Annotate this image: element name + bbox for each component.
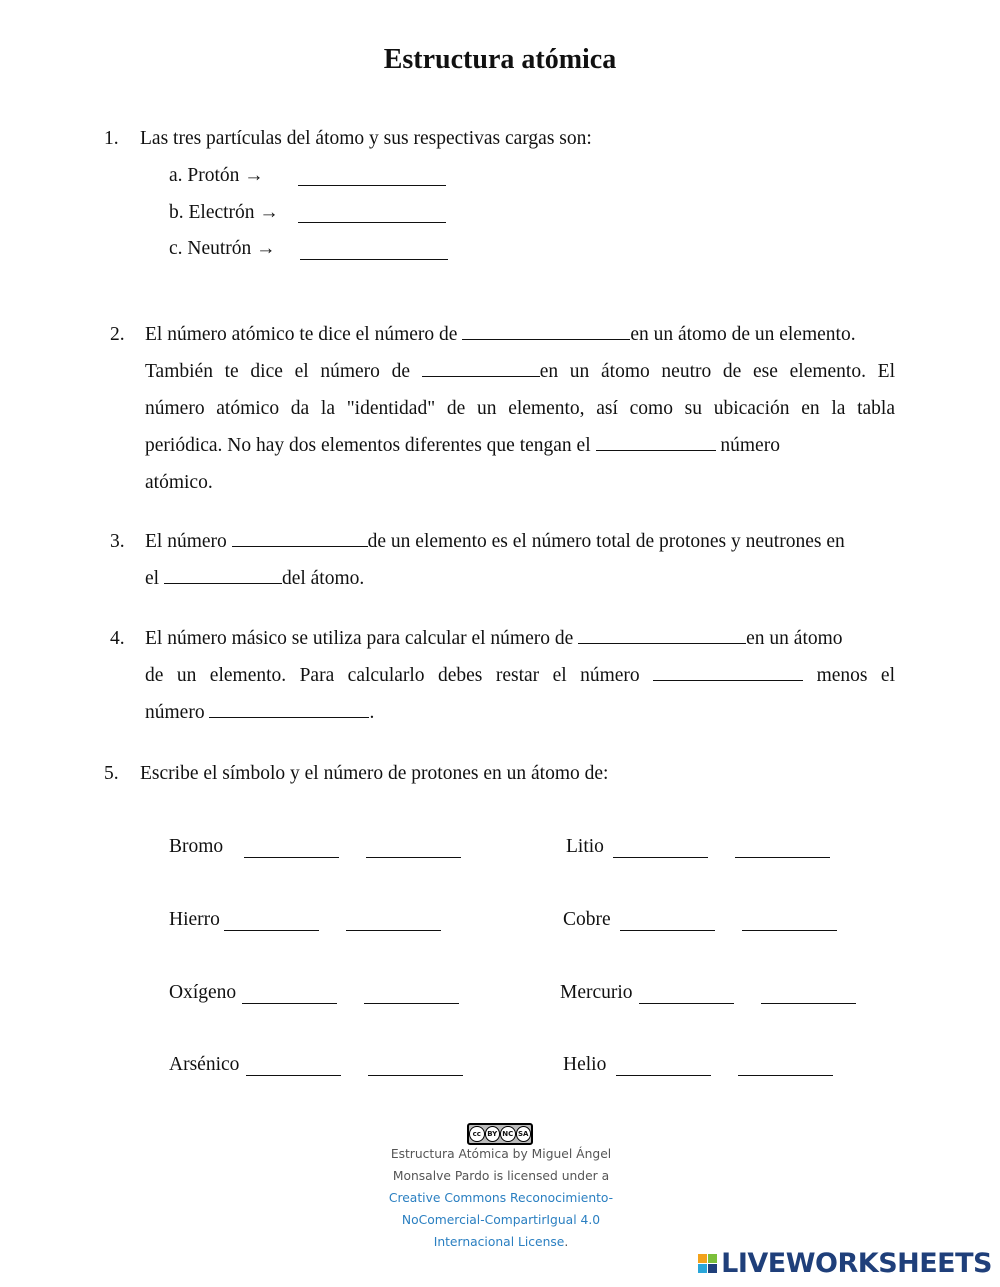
element-label-bromo: Bromo bbox=[169, 836, 224, 857]
element-row bbox=[560, 982, 633, 1004]
license-link[interactable]: Creative Commons Reconocimiento- bbox=[388, 1191, 614, 1205]
q4-blank-2[interactable] bbox=[653, 663, 803, 681]
q4-blank-3[interactable] bbox=[209, 700, 369, 718]
license-footer bbox=[380, 1143, 622, 1253]
q3-text: del átomo. bbox=[281, 568, 365, 589]
license-text: . bbox=[564, 1235, 569, 1249]
oxigeno-protons-blank[interactable] bbox=[364, 986, 459, 1004]
element-label-oxigeno: Oxígeno bbox=[169, 982, 237, 1003]
cc-icon: cc bbox=[469, 1126, 485, 1142]
cobre-symbol-blank[interactable] bbox=[620, 913, 715, 931]
q4-paragraph bbox=[145, 620, 895, 731]
q4-number: 4. bbox=[110, 628, 125, 649]
oxigeno-symbol-blank[interactable] bbox=[242, 986, 337, 1004]
mercurio-protons-blank[interactable] bbox=[761, 986, 856, 1004]
q3-blank-1[interactable] bbox=[232, 529, 368, 547]
helio-protons-blank[interactable] bbox=[738, 1058, 833, 1076]
element-label-cobre: Cobre bbox=[563, 909, 611, 930]
q1-item-proton: a. Protón → bbox=[169, 165, 264, 186]
q1-text: Las tres partículas del átomo y sus respectivas cargas son: bbox=[140, 128, 592, 149]
q2-text: periódica. No hay dos elementos diferentes que tengan el bbox=[145, 435, 596, 456]
q4-text: . bbox=[369, 702, 375, 723]
q2-number: 2. bbox=[110, 324, 125, 345]
q1-item-electron: b. Electrón → bbox=[169, 202, 279, 223]
litio-symbol-blank[interactable] bbox=[613, 840, 708, 858]
q4-text: en un átomo bbox=[746, 628, 843, 649]
q3-text: el bbox=[145, 568, 164, 589]
q2-text: También te dice el número de bbox=[145, 361, 422, 382]
cc-license-icon bbox=[467, 1123, 533, 1145]
q1-number: 1. bbox=[104, 128, 119, 149]
q3-blank-2[interactable] bbox=[164, 566, 282, 584]
page-title: Estructura atómica bbox=[383, 44, 617, 75]
q2-text: en un átomo neutro de ese elemento. El bbox=[539, 361, 895, 382]
element-label-hierro: Hierro bbox=[169, 909, 220, 930]
element-row bbox=[566, 836, 604, 858]
helio-symbol-blank[interactable] bbox=[616, 1058, 711, 1076]
hierro-protons-blank[interactable] bbox=[346, 913, 441, 931]
arsenico-symbol-blank[interactable] bbox=[246, 1058, 341, 1076]
q1-answer-proton[interactable] bbox=[298, 168, 446, 186]
element-row bbox=[169, 909, 220, 931]
q2-blank-2[interactable] bbox=[422, 359, 540, 377]
q1-item-neutron: c. Neutrón → bbox=[169, 238, 276, 259]
by-icon: BY bbox=[485, 1126, 501, 1142]
q3-paragraph bbox=[145, 523, 895, 597]
q4-text: número bbox=[145, 702, 210, 723]
q2-text: número atómico da la "identidad" de un elemento, así como su ubicación en la tabla bbox=[145, 398, 895, 419]
hierro-symbol-blank[interactable] bbox=[224, 913, 319, 931]
q2-paragraph bbox=[145, 316, 895, 501]
element-row bbox=[169, 1054, 239, 1076]
bromo-symbol-blank[interactable] bbox=[244, 840, 339, 858]
q2-text: número bbox=[715, 435, 780, 456]
q4-text: de un elemento. Para calcularlo debes restar el número bbox=[145, 665, 654, 686]
q2-text: atómico. bbox=[145, 472, 213, 493]
element-label-helio: Helio bbox=[563, 1054, 607, 1075]
mercurio-symbol-blank[interactable] bbox=[639, 986, 734, 1004]
license-link[interactable]: NoComercial-CompartirIgual 4.0 bbox=[401, 1213, 601, 1227]
q1-answer-neutron[interactable] bbox=[300, 242, 448, 260]
license-link[interactable]: Internacional License bbox=[433, 1235, 565, 1249]
liveworksheets-logo[interactable] bbox=[698, 1248, 992, 1279]
q4-text: El número másico se utiliza para calcular el número de bbox=[145, 628, 579, 649]
bromo-protons-blank[interactable] bbox=[366, 840, 461, 858]
element-row bbox=[563, 1054, 606, 1076]
q1-answer-electron[interactable] bbox=[298, 205, 446, 223]
q3-number: 3. bbox=[110, 531, 125, 552]
q2-blank-1[interactable] bbox=[462, 322, 630, 340]
q2-blank-3[interactable] bbox=[596, 433, 716, 451]
q5-number: 5. bbox=[104, 763, 119, 784]
q2-text: en un átomo de un elemento. bbox=[630, 324, 856, 345]
license-text: Estructura Atómica by Miguel Ángel bbox=[390, 1147, 612, 1161]
q3-text: El número bbox=[145, 531, 232, 552]
nc-icon: NC bbox=[500, 1126, 516, 1142]
liveworksheets-cube-icon bbox=[698, 1254, 717, 1273]
q3-text: de un elemento es el número total de protones y neutrones en bbox=[367, 531, 845, 552]
q2-text: El número atómico te dice el número de bbox=[145, 324, 463, 345]
element-row bbox=[169, 982, 236, 1004]
q4-blank-1[interactable] bbox=[578, 626, 746, 644]
cobre-protons-blank[interactable] bbox=[742, 913, 837, 931]
element-label-mercurio: Mercurio bbox=[560, 982, 633, 1003]
element-label-arsenico: Arsénico bbox=[169, 1054, 240, 1075]
litio-protons-blank[interactable] bbox=[735, 840, 830, 858]
sa-icon: SA bbox=[516, 1126, 532, 1142]
element-row bbox=[563, 909, 611, 931]
q5-text: Escribe el símbolo y el número de protones en un átomo de: bbox=[140, 763, 609, 784]
element-label-litio: Litio bbox=[566, 836, 604, 857]
license-text: Monsalve Pardo is licensed under a bbox=[392, 1169, 610, 1183]
q4-text: menos el bbox=[803, 665, 896, 686]
brand-name: LIVEWORKSHEETS bbox=[721, 1248, 992, 1279]
arsenico-protons-blank[interactable] bbox=[368, 1058, 463, 1076]
element-row bbox=[169, 836, 223, 858]
